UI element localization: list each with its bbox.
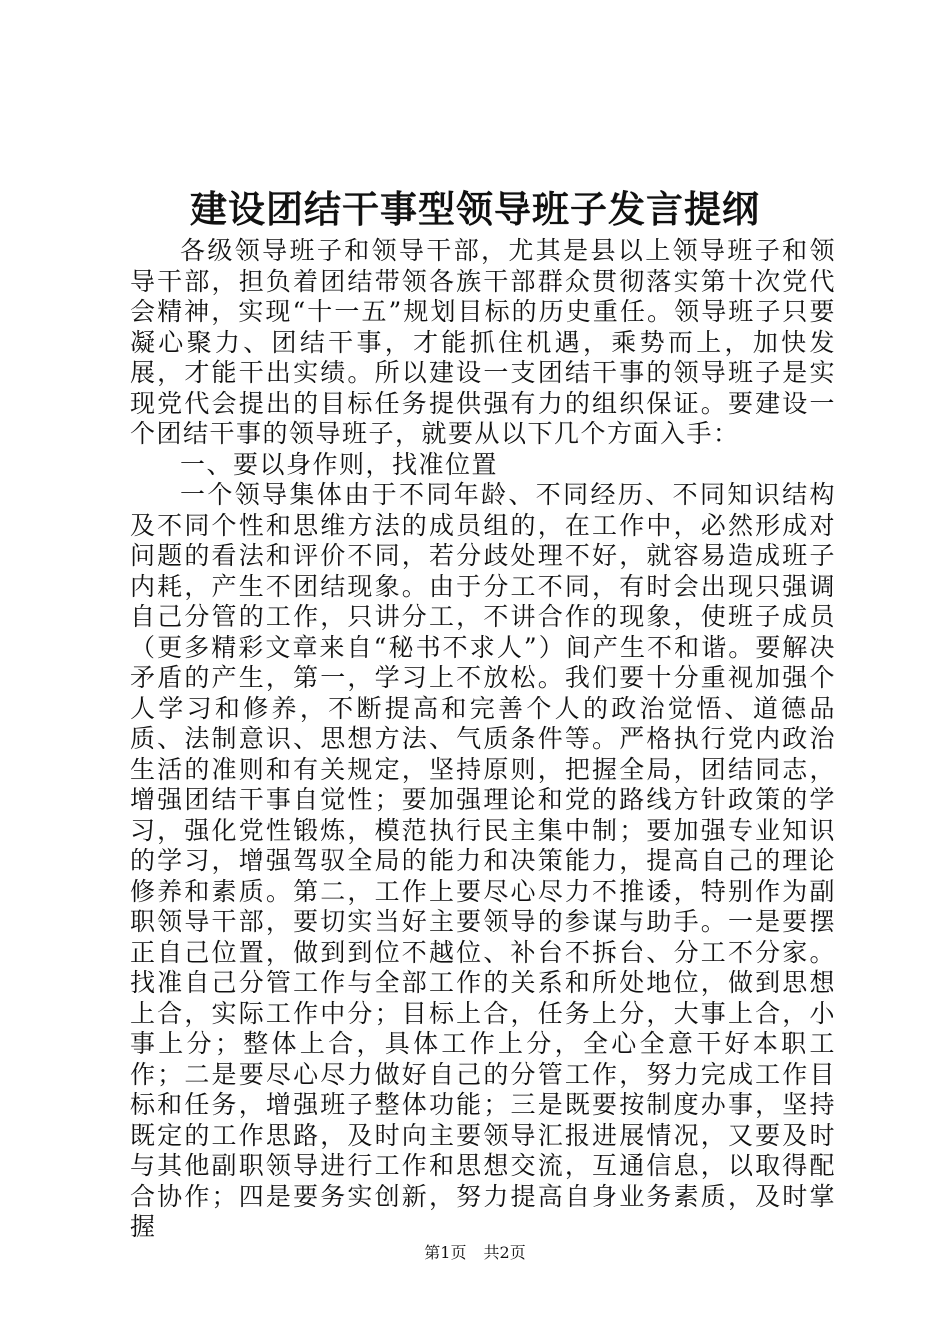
intro-paragraph: 各级领导班子和领导干部，尤其是县以上领导班子和领导干部，担负着团结带领各族干部群众贯彻落实第十次党代会精神，实现“十一五”规划目标的历史重任。领导班子只要凝心聚力、团结干事，才能抓住机遇，乘势而上，加快发展，才能干出实绩。所以建设一支团结干事的领导班子是实现党代会提出的目标任务提供强有力的组织保证。要建设一个团结干事的领导班子，就要从以下几个方面入手： (130, 236, 836, 448)
page-number: 第1页 (424, 1243, 467, 1262)
page-total: 共2页 (483, 1243, 526, 1262)
document-body (130, 236, 836, 1243)
section-heading: 一、要以身作则，找准位置 (180, 449, 499, 479)
page-footer (0, 1242, 950, 1264)
body-paragraph: 一个领导集体由于不同年龄、不同经历、不同知识结构及不同个性和思维方法的成员组的，在工作中，必然形成对问题的看法和评价不同，若分歧处理不好，就容易造成班子内耗，产生不团结现象。由于分工不同，有时会出现只强调自己分管的工作，只讲分工，不讲合作的现象，使班子成员（更多精彩文章来自“秘书不求人”）间产生不和谐。要解决矛盾的产生，第一，学习上不放松。我们要十分重视加强个人学习和修养，不断提高和完善个人的政治觉悟、道德品质、法制意识、思想方法、气质条件等。严格执行党内政治生活的准则和有关规定，坚持原则，把握全局，团结同志，增强团结干事自觉性；要加强理论和党的路线方针政策的学习，强化党性锻炼，模范执行民主集中制；要加强专业知识的学习，增强驾驭全局的能力和决策能力，提高自己的理论修养和素质。第二，工作上要尽心尽力不推诿，特别作为副职领导干部，要切实当好主要领导的参谋与助手。一是要摆正自己位置，做到到位不越位、补台不拆台、分工不分家。找准自己分管工作与全部工作的关系和所处地位，做到思想上合，实际工作中分；目标上合，任务上分，大事上合，小事上分；整体上合，具体工作上分，全心全意干好本职工作；二是要尽心尽力做好自己的分管工作，努力完成工作目标和任务，增强班子整体功能；三是既要按制度办事，坚持既定的工作思路，及时向主要领导汇报进展情况，又要及时与其他副职领导进行工作和思想交流，互通信息，以取得配合协作；四是要务实创新，努力提高自身业务素质，及时掌握 (130, 480, 836, 1241)
document-title: 建设团结干事型领导班子发言提纲 (190, 187, 760, 231)
